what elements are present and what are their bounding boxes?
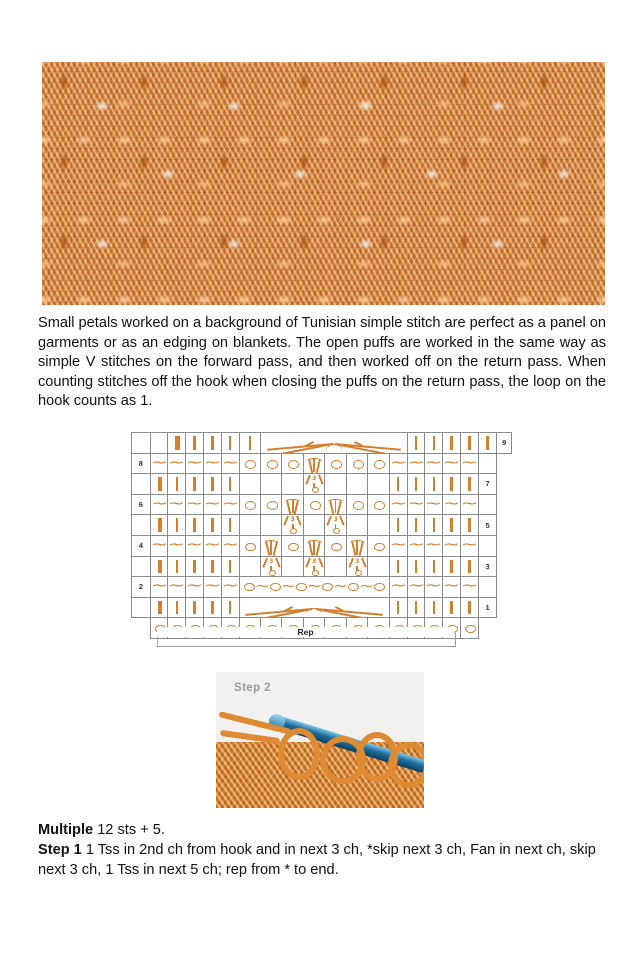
puff-close-symbol: 3 [282,515,302,535]
chart-cell [407,433,425,454]
chart-cell [460,474,478,495]
chart-cell [221,433,239,454]
tss-symbol [240,433,260,453]
chart-cell [221,453,239,474]
chain-symbol [282,536,302,556]
chain-symbol [461,618,478,638]
chart-cell [239,494,260,515]
tss-edge-symbol [168,433,185,453]
empty-cell [282,474,302,494]
chart-cell [478,433,497,454]
chart-cell [203,433,221,454]
chain-symbol [244,583,255,591]
return-chain-symbol: ~ [280,579,296,595]
chart-cell [203,597,221,618]
chart-cell [325,453,346,474]
chart-cell [260,474,281,495]
chart-cell [186,556,204,577]
chain-symbol [240,536,260,556]
tss-symbol [204,515,221,535]
chart-cell [303,453,324,474]
empty-cell [240,474,260,494]
multiple-value: 12 sts + 5. [93,822,165,838]
chart-cell [221,597,239,618]
chart-cell [346,535,367,556]
puff-close-symbol: 3 [347,557,367,577]
chart-cell [203,474,221,495]
tss-symbol [186,515,203,535]
empty-cell [347,515,367,535]
chart-cell [460,515,478,536]
return-sequence [240,577,389,597]
chart-cell [186,597,204,618]
tss-symbol [461,598,478,618]
chart-cell [460,535,478,556]
chart-edge-cell [478,577,497,598]
chart-cell [150,474,168,495]
chart-cell [260,556,281,577]
chart-cell [389,474,407,495]
empty-cell [368,474,388,494]
chart-row [132,556,512,577]
puff-close-symbol: 3 [304,474,324,494]
empty-cell [325,557,345,577]
row-number-right: 3 [478,556,497,577]
chart-edge-cell [132,597,151,618]
step1-label: Step 1 [38,842,82,858]
chart-body [132,433,512,639]
chain-symbol [240,495,260,515]
chart-cell [346,474,367,495]
chain-symbol [296,583,307,591]
return-chain-symbol: ~ [332,579,348,595]
chart-cell [239,474,260,495]
chart-cell [460,618,478,639]
chart-cell [260,494,281,515]
chart-cell [186,433,204,454]
tss-symbol [222,557,239,577]
chart-cell [221,577,239,598]
empty-cell [282,557,302,577]
empty-cell [347,474,367,494]
chart-row [132,474,512,495]
chart-cell [368,515,389,536]
puff-close-symbol: 3 [325,515,345,535]
chain-symbol [261,454,281,474]
empty-cell [261,474,281,494]
puff-close-symbol: 3 [304,557,324,577]
chart-cell [150,433,168,454]
row-number-right: 5 [478,515,497,536]
chain-symbol [282,454,302,474]
return-chain-symbol: ~ [254,579,270,595]
empty-cell [325,474,345,494]
step1-line [38,840,606,880]
empty-cell [368,557,388,577]
fan-stitch-cell [239,597,389,618]
chart-cell [443,515,461,536]
yarn-loop [388,742,424,788]
tss-symbol [168,598,185,618]
chart-cell [303,515,324,536]
return-chain-symbol [461,454,478,474]
tss-symbol [461,474,478,494]
chart-cell [460,556,478,577]
fan-stitch-cell [260,433,407,454]
chart-cell [260,453,281,474]
open-puff-symbol [347,536,367,556]
chart-cell [389,515,407,536]
chart-cell [186,474,204,495]
row-number-left: 6 [132,494,151,515]
open-puff-symbol [304,454,324,474]
chart-cell [282,556,303,577]
open-puff-symbol [325,495,345,515]
tss-symbol [443,598,460,618]
step2-photo [216,672,424,808]
chart-corner [132,618,151,639]
tss-symbol [461,433,478,453]
chart-cell [425,433,443,454]
chart-cell [407,556,425,577]
open-puff-symbol [261,536,281,556]
return-chain-symbol [222,536,239,556]
tss-symbol [461,557,478,577]
multiple-label: Multiple [38,822,94,838]
tss-symbol [425,433,442,453]
chain-symbol [347,495,367,515]
tss-symbol [408,433,425,453]
row-number-left: 2 [132,577,151,598]
tss-symbol [443,474,460,494]
tss-symbol [204,598,221,618]
tss-edge-symbol [151,474,168,494]
empty-cell [240,557,260,577]
tss-symbol [425,598,442,618]
chart-cell [239,433,260,454]
chain-symbol [270,583,281,591]
intro-paragraph: Small petals worked on a background of Tunisian simple stitch are perfect as a panel on garments or as an edging on blankets. The open puffs are worked in the same way as simple V stitches on the forward pass, and then worked off on the return pass. When counting stitches off the hook when closing the puffs on the return pass, the loop on the hook counts as 1. [38,315,606,410]
chain-symbol [322,583,333,591]
chart-cell [325,556,346,577]
chart-cell [239,556,260,577]
chart-edge-cell [132,515,151,536]
tss-symbol [443,515,460,535]
chain-symbol [374,583,385,591]
chart-cell [303,494,324,515]
return-sequence-cell [239,577,389,598]
puff-close-symbol: 3 [261,557,281,577]
chart-edge-cell [478,453,497,474]
chart-cell [460,433,478,454]
chart-cell [443,474,461,495]
return-chain-symbol [222,454,239,474]
chart-edge-cell [132,556,151,577]
chart-cell [186,515,204,536]
tss-symbol [479,433,497,453]
tss-symbol [390,515,407,535]
return-chain-symbol: ~ [306,579,322,595]
chart-cell [443,556,461,577]
multiple-line [38,820,606,840]
chart-cell [303,535,324,556]
chain-symbol [261,495,281,515]
chart-edge-cell [478,535,497,556]
chart-cell [150,556,168,577]
chart-cell [460,494,478,515]
chart-cell [239,453,260,474]
row-number-left: 8 [132,453,151,474]
empty-cell [261,515,281,535]
open-puff-symbol [304,536,324,556]
return-chain-symbol [461,495,478,515]
chart-row [132,433,512,454]
return-chain-symbol [222,577,239,597]
chart-cell [221,494,239,515]
chart-cell [168,474,186,495]
tss-symbol [408,557,425,577]
chart-cell [282,453,303,474]
tss-symbol [168,557,185,577]
tss-symbol [222,598,239,618]
chart-cell [325,494,346,515]
tss-edge-symbol [151,557,168,577]
tss-edge-symbol [151,598,168,618]
chart-edge-cell [132,474,151,495]
return-chain-symbol: ~ [358,579,374,595]
chart-cell [303,556,324,577]
tss-symbol [222,474,239,494]
chart-cell [389,556,407,577]
empty-cell [304,515,324,535]
tss-symbol [461,515,478,535]
chart-row [132,515,512,536]
row-number-right: 1 [478,597,497,618]
tss-symbol [425,474,442,494]
chain-symbol [347,454,367,474]
chart-edge-cell [132,433,151,454]
return-chain-symbol [461,536,478,556]
chart-cell [150,515,168,536]
row-number-left: 4 [132,535,151,556]
chart-cell [407,597,425,618]
tss-symbol [408,515,425,535]
tss-symbol [204,433,221,453]
chart-cell [460,453,478,474]
chart-cell [425,556,443,577]
return-chain-symbol [222,495,239,515]
tss-symbol [443,557,460,577]
chart-cell [368,556,389,577]
yarn-loop [278,728,320,780]
tss-symbol [186,557,203,577]
chart-cell [407,474,425,495]
chart-cell [346,453,367,474]
chart-cell [203,556,221,577]
chart-cell [443,433,461,454]
step1-text: 1 Tss in 2nd ch from hook and in next 3 ch, *skip next 3 ch, Fan in next ch, skip next 3 ch, 1 Tss in next 5 ch; rep from * to end. [38,842,596,878]
chart-cell [150,597,168,618]
tss-symbol [186,474,203,494]
chart-cell [425,597,443,618]
chain-symbol [348,583,359,591]
chart-cell [389,597,407,618]
chart-cell [325,474,346,495]
chart-row [132,453,512,474]
chart-cell [425,474,443,495]
chart-cell [239,535,260,556]
return-chain-symbol [461,577,478,597]
chart-corner [478,618,497,639]
tss-symbol [186,433,203,453]
chart-grid [131,432,512,639]
tss-symbol [425,557,442,577]
row-number-right: 7 [478,474,497,495]
chart-cell [221,556,239,577]
tss-symbol [390,598,407,618]
chart-cell [168,597,186,618]
chart-cell [368,474,389,495]
tss-symbol [204,474,221,494]
chart-cell [460,597,478,618]
chart-cell [260,535,281,556]
chart-cell [303,474,324,495]
chart-cell [221,474,239,495]
chart-cell [325,515,346,536]
instructions-block [38,820,606,880]
chart-cell [325,535,346,556]
chain-symbol [304,495,324,515]
tss-symbol [222,433,239,453]
chart-cell [346,556,367,577]
tss-symbol [390,474,407,494]
chart-cell [282,515,303,536]
tss-symbol [168,515,185,535]
chart-cell [221,515,239,536]
chain-symbol [325,536,345,556]
tss-symbol [425,515,442,535]
chart-cell [203,515,221,536]
open-puff-symbol [282,495,302,515]
tss-symbol [222,515,239,535]
chart-row [132,535,512,556]
tss-edge-symbol [151,515,168,535]
tss-symbol [443,433,460,453]
chart-cell [168,556,186,577]
chain-symbol [325,454,345,474]
empty-cell [240,515,260,535]
chart-cell [168,433,186,454]
row-number-right: 9 [497,433,512,454]
chart-cell [425,515,443,536]
empty-cell [151,433,168,453]
repeat-label: Rep [157,627,454,637]
chart-cell [260,515,281,536]
chart-cell [168,515,186,536]
chart-edge-cell [478,494,497,515]
chart-row [132,494,512,515]
stitch-chart [131,432,512,639]
chart-cell [346,515,367,536]
chart-cell [460,577,478,598]
tss-symbol [168,474,185,494]
chart-cell [282,474,303,495]
tss-symbol [408,474,425,494]
chart-row [132,577,512,598]
swatch-openwork-holes [42,62,605,305]
tss-symbol [186,598,203,618]
chart-cell [282,494,303,515]
chart-cell [239,515,260,536]
chart-cell [221,535,239,556]
chart-cell [282,535,303,556]
empty-cell [368,515,388,535]
chart-cell [407,515,425,536]
chart-cell [443,597,461,618]
chain-symbol [240,454,260,474]
step2-label: Step 2 [234,682,271,694]
tss-symbol [204,557,221,577]
swatch-photo [42,62,605,305]
chart-cell [346,494,367,515]
tss-symbol [408,598,425,618]
chart-row [132,597,512,618]
tss-symbol [390,557,407,577]
